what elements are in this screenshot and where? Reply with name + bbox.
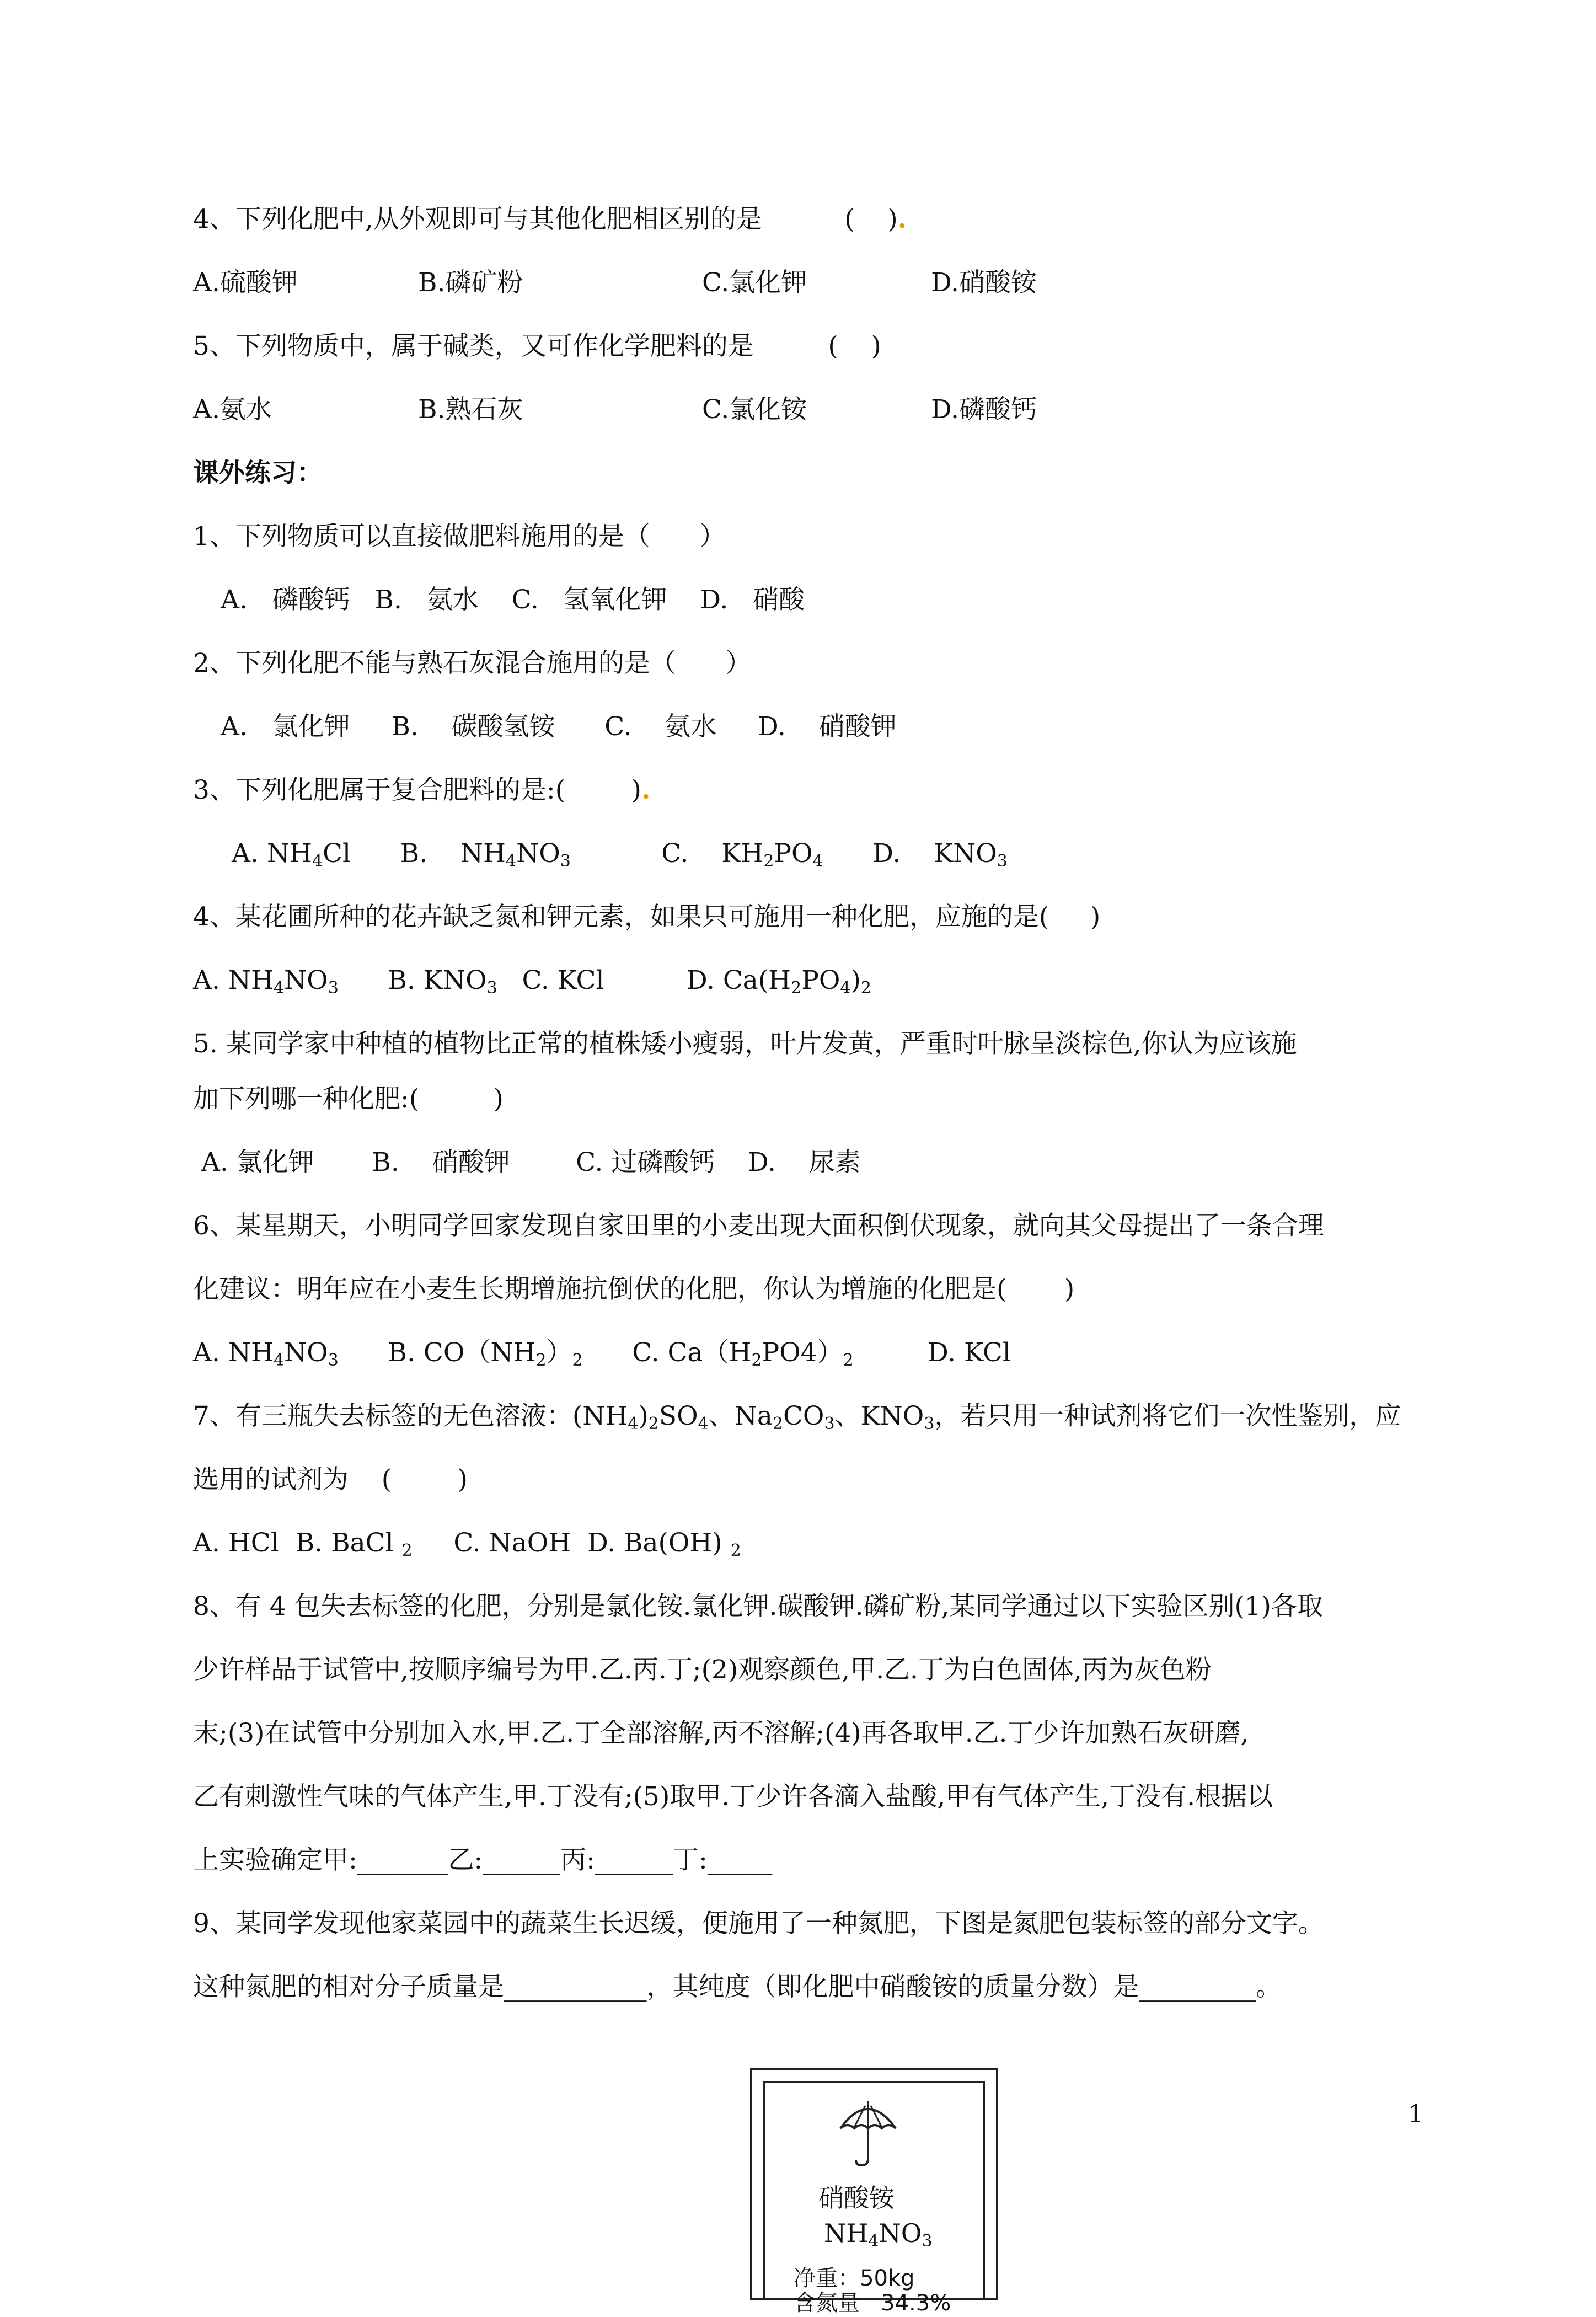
question-5-option-a: A.氨水 bbox=[193, 394, 272, 425]
exercise-8-line-2: 少许样品于试管中,按顺序编号为甲.乙.丙.丁;(2)观察颜色,甲.乙.丁为白色固体,丙为灰色粉 bbox=[193, 1655, 1212, 1685]
exercise-4-stem: 4、某花圃所种的花卉缺乏氮和钾元素，如果只可施用一种化肥，应施的是( ) bbox=[193, 902, 1101, 932]
exercise-8-line-1: 8、有 4 包失去标签的化肥，分别是氯化铵.氯化钾.碳酸钾.磷矿粉,某同学通过以下实验区别(1)各取 bbox=[193, 1591, 1324, 1622]
question-4-option-d: D.硝酸铵 bbox=[931, 267, 1037, 298]
question-5-stem: 5、下列物质中，属于碱类，又可作化学肥料的是 ( ) bbox=[193, 331, 881, 361]
exercise-9-line-1: 9、某同学发现他家菜园中的蔬菜生长迟缓，便施用了一种氮肥，下图是氮肥包装标签的部分文字。 bbox=[193, 1908, 1324, 1939]
exercise-8-line-3: 末;(3)在试管中分别加入水,甲.乙.丁全部溶解,丙不溶解;(4)再各取甲.乙.丁少许加熟石灰研磨, bbox=[193, 1718, 1249, 1748]
fertilizer-label-name: 硝酸铵 bbox=[818, 2183, 895, 2213]
question-4-option-c: C.氯化钾 bbox=[702, 267, 807, 298]
question-5-option-c: C.氯化铵 bbox=[702, 394, 807, 425]
question-4-option-b: B.磷矿粉 bbox=[418, 267, 523, 298]
exercise-2-options: A. 氯化钾 B. 碳酸氢铵 C. 氨水 D. 硝酸钾 bbox=[221, 711, 897, 742]
exercise-5-stem-1: 5. 某同学家中种植的植物比正常的植株矮小瘦弱，叶片发黄，严重时叶脉呈淡棕色,你认为应该施 bbox=[193, 1029, 1297, 1059]
exercise-3-options: A. $NH_4Cl$ B. $NH_4NO_3$ C. $KH_2PO_4$ D. $KNO_3$ bbox=[232, 838, 1008, 871]
exercise-3-stem: 3、下列化肥属于复合肥料的是:( ). bbox=[193, 775, 651, 805]
exercise-8-line-5: 上实验确定甲:_______乙:______丙:______丁:_____ bbox=[193, 1845, 773, 1875]
exercise-2-stem: 2、下列化肥不能与熟石灰混合施用的是（ ） bbox=[193, 648, 752, 678]
fertilizer-label-nitrogen-content: 含氮量 34.3% bbox=[794, 2291, 951, 2316]
exercise-4-options: A. $NH_4NO_3$ B. $KNO_3$ C. KCl D. $Ca(H_2PO_4)_2$ bbox=[193, 965, 871, 998]
exercise-1-stem: 1、下列物质可以直接做肥料施用的是（ ） bbox=[193, 521, 726, 552]
umbrella-icon bbox=[835, 2098, 901, 2170]
exercise-1-options: A. 磷酸钙 B. 氨水 C. 氢氧化钾 D. 硝酸 bbox=[221, 585, 805, 615]
question-5-option-d: D.磷酸钙 bbox=[931, 394, 1037, 425]
exercise-9-line-2: 这种氮肥的相对分子质量是___________，其纯度（即化肥中硝酸铵的质量分数）是_________。 bbox=[193, 1972, 1282, 2002]
section-title: 课外练习： bbox=[193, 458, 323, 488]
exercise-8-line-4: 乙有刺激性气味的气体产生,甲.丁没有;(5)取甲.丁少许各滴入盐酸,甲有气体产生,丁没有.根据以 bbox=[193, 1781, 1273, 1812]
exercise-7-options: A. HCl B. BaCl $_2$ C. NaOH D. Ba(OH) $_2$ bbox=[193, 1528, 741, 1560]
exercise-6-options: A. $NH_4NO_3$ B. $CO(NH_2)_2$ C. $Ca(H_2PO4)_2$ D. KCl bbox=[193, 1337, 1011, 1370]
fertilizer-label-weight: 净重：50kg bbox=[794, 2266, 915, 2291]
exercise-5-options: A. 氯化钾 B. 硝酸钾 C. 过磷酸钙 D. 尿素 bbox=[193, 1147, 861, 1178]
fertilizer-label bbox=[750, 2068, 998, 2316]
exercise-7-stem-1: 7、有三瓶失去标签的无色溶液：$(NH_4)_2SO_4$、$Na_2CO_3$、$KNO_3$，若只用一种试剂将它们一次性鉴别，应 bbox=[193, 1401, 1401, 1433]
exercise-7-stem-2: 选用的试剂为 ( ) bbox=[193, 1464, 468, 1495]
page-number: 1 bbox=[1408, 2100, 1423, 2128]
fertilizer-label-formula: $NH_4NO_3$ bbox=[824, 2218, 933, 2251]
question-5-option-b: B.熟石灰 bbox=[418, 394, 523, 425]
question-4-stem: 4、下列化肥中,从外观即可与其他化肥相区别的是 ( ). bbox=[193, 204, 907, 234]
exercise-6-stem-1: 6、某星期天，小明同学回家发现自家田里的小麦出现大面积倒伏现象，就向其父母提出了一条合理 bbox=[193, 1211, 1324, 1241]
exercise-6-stem-2: 化建议：明年应在小麦生长期增施抗倒伏的化肥，你认为增施的化肥是( ) bbox=[193, 1274, 1075, 1304]
question-4-option-a: A.硫酸钾 bbox=[193, 267, 298, 298]
exercise-5-stem-2: 加下列哪一种化肥:( ) bbox=[193, 1084, 504, 1114]
